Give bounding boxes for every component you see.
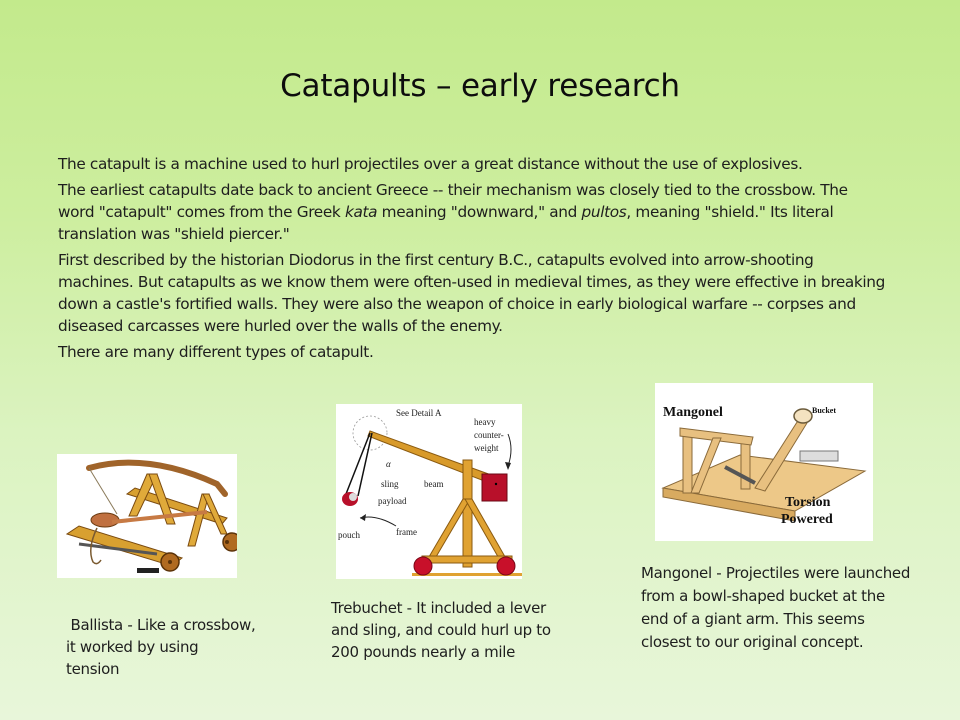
label-powered: Powered xyxy=(781,512,833,527)
caption-ballista: Ballista - Like a crossbow, it worked by using tension xyxy=(66,616,260,678)
mangonel-image xyxy=(655,383,873,541)
text-span: , meaning "shield." Its literal translation was "shield piercer." xyxy=(58,203,834,243)
paragraph-origin xyxy=(58,179,888,245)
ballista-illustration-icon xyxy=(57,454,237,578)
body-text xyxy=(58,153,888,367)
label-torsion: Torsion xyxy=(785,495,831,510)
trebuchet-image xyxy=(336,404,522,579)
label-frame: frame xyxy=(396,527,417,537)
paragraph-history: First described by the historian Diodorus in the first century B.C., catapults evolved into arrow-shooting machines. But catapults as we know them were often-used in medieval times, as they were effective in breaking down a castle's fortified walls. They were also the weapon of choice in early biological warfare -- corpses and diseased carcasses were hurled over the walls of the enemy. xyxy=(58,251,886,335)
label-bucket: Bucket xyxy=(812,406,836,415)
label-heavy: heavy xyxy=(474,417,496,427)
paragraph-types: There are many different types of catapult. xyxy=(58,343,374,361)
ballista-image xyxy=(57,454,237,578)
caption-trebuchet: Trebuchet - It included a lever and sling, and could hurl up to 200 pounds nearly a mile xyxy=(331,599,551,661)
trebuchet-diagram-icon xyxy=(336,404,522,579)
label-weight: weight xyxy=(474,443,499,453)
italic-word-pultos: pultos xyxy=(581,203,627,221)
label-sling: sling xyxy=(381,479,399,489)
slide-title: Catapults – early research xyxy=(280,68,680,104)
label-alpha: α xyxy=(386,459,391,469)
label-beam: beam xyxy=(424,479,444,489)
label-see-detail: See Detail A xyxy=(396,408,442,418)
italic-word-kata: kata xyxy=(344,203,378,221)
label-payload: payload xyxy=(378,496,407,506)
mangonel-illustration-icon xyxy=(655,383,873,541)
paragraph-definition: The catapult is a machine used to hurl projectiles over a great distance without the use of explosives. xyxy=(58,155,803,173)
caption-mangonel: Mangonel - Projectiles were launched from a bowl-shaped bucket at the end of a giant arm. This seems closest to our original concept. xyxy=(641,564,911,651)
label-counter: counter- xyxy=(474,430,504,440)
text-span: meaning "downward," and xyxy=(377,203,582,221)
text-span: The earliest catapults date back to ancient Greece -- their mechanism was closely tied to the crossbow. The word "catapult" comes from the Greek xyxy=(58,181,848,221)
label-mangonel: Mangonel xyxy=(663,405,723,420)
label-pouch: pouch xyxy=(338,530,360,540)
